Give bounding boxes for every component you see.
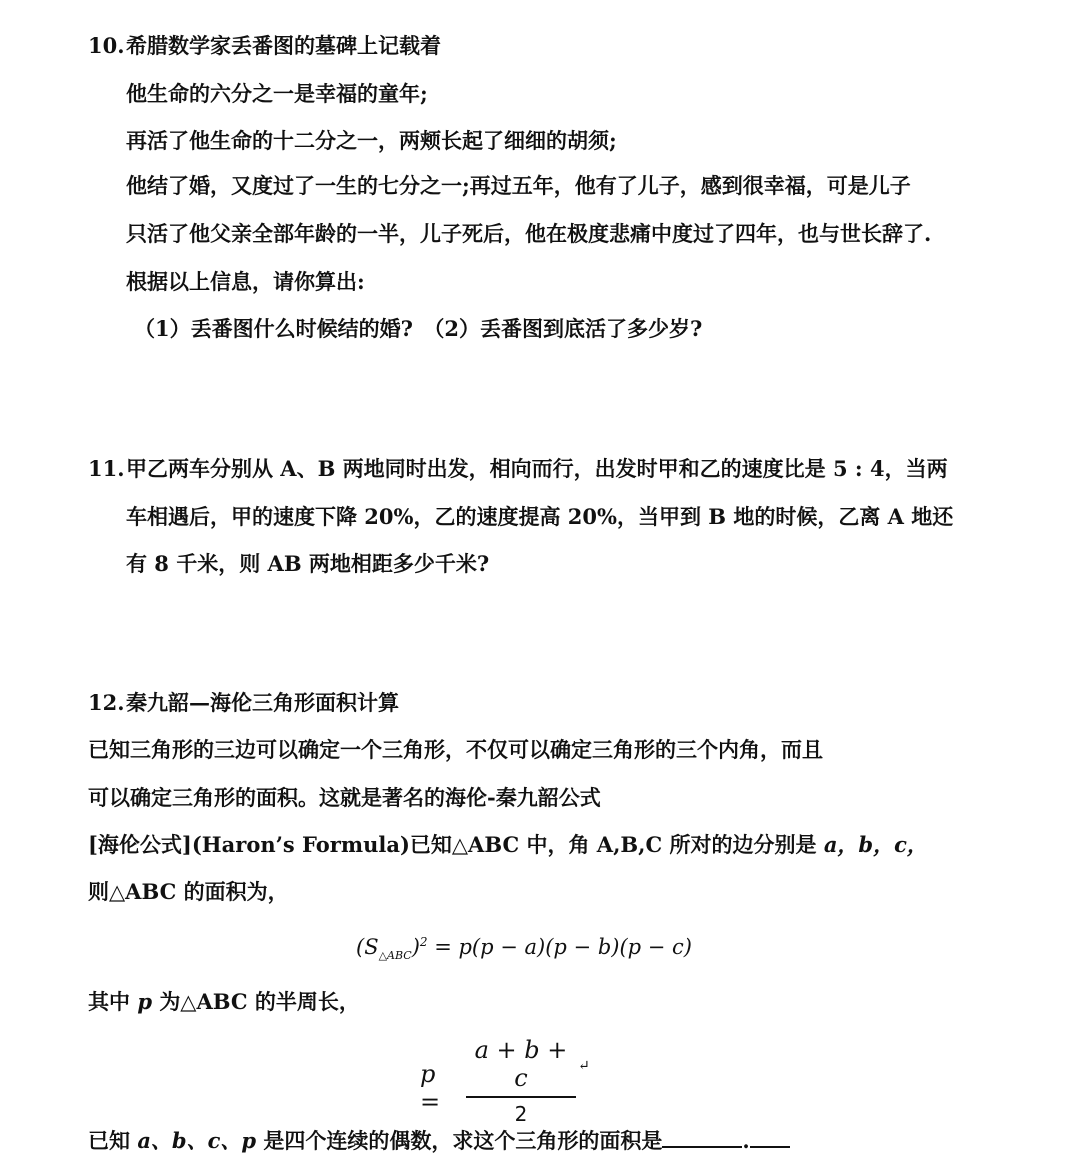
fraction-numerator: a + b + c [466, 1036, 576, 1098]
q11-text-1: 甲乙两车分别从 A、B 两地同时出发，相向而行，出发时甲和乙的速度比是 5 : 4，当两 [126, 456, 948, 481]
q12-p5-suffix: 为△ABC 的半周长， [159, 989, 360, 1014]
q12-p6-vars: a、b、c、p [137, 1128, 257, 1153]
heron-formula-exponent: 2 [419, 935, 428, 949]
semi-perimeter-lhs: p = [420, 1060, 441, 1116]
q12-p6-suffix: 是四个连续的偶数，求这个三角形的面积是 [263, 1128, 663, 1153]
answer-blank-tail[interactable] [750, 1128, 790, 1148]
heron-formula [356, 935, 692, 962]
q11-line-1 [88, 458, 948, 479]
heron-formula-lhs: (S [356, 935, 379, 959]
heron-formula-subscript: △ABC [378, 949, 412, 963]
q12-paragraph-6 [88, 1128, 790, 1151]
semi-perimeter-fraction [466, 1036, 576, 1126]
fraction-denominator: 2 [514, 1102, 528, 1126]
q10-subquestions: （1）丢番图什么时候结的婚? （2）丢番图到底活了多少岁? [134, 316, 703, 341]
q12-p6-prefix: 已知 [88, 1128, 130, 1153]
q10-line-3: 他结了婚，又度过了一生的七分之一;再过五年，他有了儿子，感到很幸福，可是儿子 [126, 173, 911, 198]
q12-heading [88, 692, 399, 713]
heron-formula-rhs: = p(p − a)(p − b)(p − c) [427, 935, 692, 959]
q12-side-vars: a，b，c， [823, 832, 928, 857]
q10-title: 希腊数学家丢番图的墓碑上记载着 [126, 33, 441, 58]
q11-line-3: 有 8 千米，则 AB 两地相距多少千米? [126, 551, 490, 576]
q11-line-2: 车相遇后，甲的速度下降 20%，乙的速度提高 20%，当甲到 B 地的时候，乙离 A 地还 [126, 504, 954, 529]
q12-paragraph-1: 已知三角形的三边可以确定一个三角形，不仅可以确定三角形的三个内角，而且 [88, 737, 823, 762]
heron-formula-rparen: ) [411, 935, 420, 959]
q10-number: 10. [88, 33, 125, 58]
q10-line-4: 只活了他父亲全部年龄的一半，儿子死后，他在极度悲痛中度过了四年，也与世长辞了. [126, 221, 932, 246]
q12-paragraph-5 [88, 991, 360, 1012]
return-mark-icon: ↵ [578, 1058, 590, 1074]
q10-line-2: 再活了他生命的十二分之一，两颊长起了细细的胡须; [126, 128, 617, 153]
answer-blank-mark: . [742, 1128, 750, 1153]
answer-blank[interactable] [662, 1128, 742, 1148]
q10-line-5: 根据以上信息，请你算出: [126, 269, 365, 294]
q12-paragraph-4: 则△ABC 的面积为， [88, 879, 289, 904]
q12-paragraph-2: 可以确定三角形的面积。这就是著名的海伦-秦九韶公式 [88, 785, 601, 810]
q12-p5-var: p [137, 989, 152, 1014]
q12-number: 12. [88, 690, 125, 715]
q12-paragraph-3 [88, 834, 928, 855]
q10-heading [88, 35, 441, 56]
q10-line-1: 他生命的六分之一是幸福的童年; [126, 81, 428, 106]
q12-p5-prefix: 其中 [88, 989, 130, 1014]
q11-number: 11. [88, 456, 125, 481]
q12-title: 秦九韶—海伦三角形面积计算 [126, 690, 399, 715]
q12-heron-definition: [海伦公式](Haron’s Formula)已知△ABC 中，角 A,B,C 所对的边分别是 [88, 832, 817, 857]
